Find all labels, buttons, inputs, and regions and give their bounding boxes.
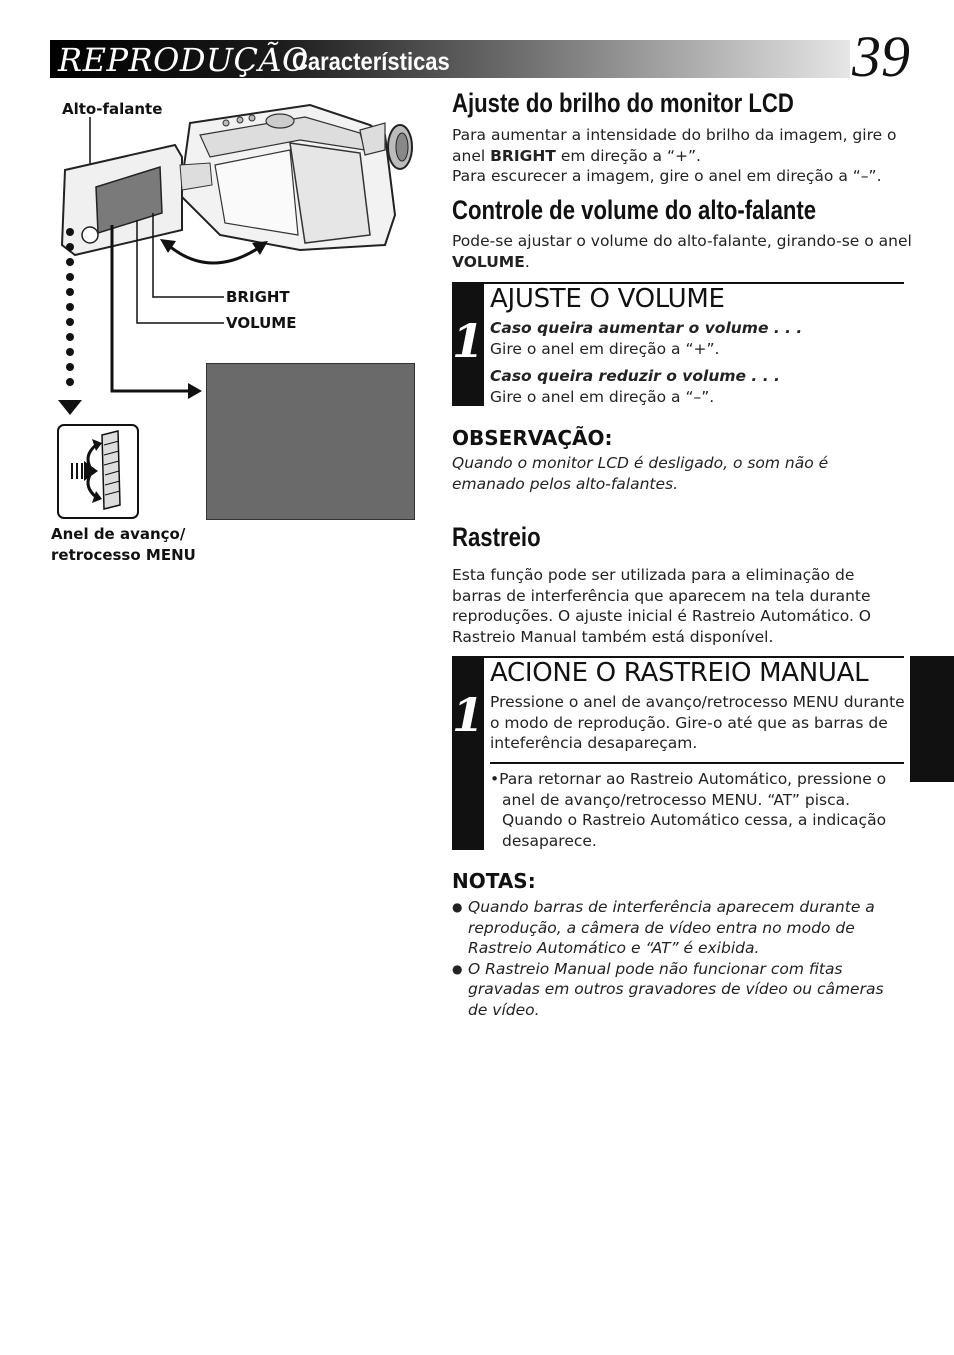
label-menu-ring: Anel de avanço/ retrocesso MENU [51, 525, 196, 564]
tracking-text: Esta função pode ser utilizada para a eliminação de barras de interferência que aparecem na tela durante reproduções. O ajuste inicial é Rastreio Automático. O Rastreio Manual também está disponível. [452, 566, 872, 646]
heading-observation: OBSERVAÇÃO: [452, 426, 613, 450]
step-number: 1 [452, 314, 485, 368]
step-volume-body: Caso queira aumentar o volume . . . Gire o anel em direção a “+”. Caso queira reduzir o volume . . . Gire o anel em direção a “–”. [490, 319, 803, 406]
heading-tracking: Rastreio [452, 522, 541, 552]
step-title-volume: AJUSTE O VOLUME [490, 284, 725, 314]
label-bright: BRIGHT [226, 288, 290, 306]
divider-line [490, 762, 904, 764]
camcorder-body-icon [180, 105, 412, 250]
heading-volume: Controle de volume do alto-falante [452, 195, 817, 225]
label-speaker: Alto-falante [62, 100, 163, 118]
side-tab [910, 656, 954, 782]
note-item: ● Quando barras de interferência aparecem durante a reprodução, a câmera de vídeo entra no modo de Rastreio Automático e “AT” é exibida. [452, 897, 904, 959]
menu-ring-icon [58, 425, 138, 518]
step-tracking-body: Pressione o anel de avanço/retrocesso MENU durante o modo de reprodução. Gire-o até que as barras de inteferência desapareçam. [490, 693, 905, 752]
brightness-text: Para aumentar a intensidade do brilho da imagem, gire o anel BRIGHT em direção a “+”. Para escurecer a imagem, gire o anel em direção a “–”. [452, 126, 897, 185]
label-volume: VOLUME [226, 314, 297, 332]
tracking-bullet: •Para retornar ao Rastreio Automático, pressione o anel de avanço/retrocesso MENU. “AT” pisca. Quando o Rastreio Automático cessa, a indicação desaparece. [490, 770, 887, 850]
section-subtitle: Características [292, 48, 450, 76]
dotted-path [58, 228, 82, 415]
heading-notes: NOTAS: [452, 869, 536, 893]
section-title: REPRODUÇÃO [58, 41, 309, 79]
page-number: 39 [852, 24, 910, 89]
step-number: 1 [452, 688, 485, 742]
observation-text: Quando o monitor LCD é desligado, o som não é emanado pelos alto-falantes. [452, 454, 829, 493]
step-title-tracking: ACIONE O RASTREIO MANUAL [490, 658, 869, 688]
volume-text: Pode-se ajustar o volume do alto-falante, girando-se o anel VOLUME. [452, 232, 912, 271]
note-item: ● O Rastreio Manual pode não funcionar com fitas gravadas em outros gravadores de vídeo ou câmeras de vídeo. [452, 959, 904, 1021]
notes-list [452, 897, 904, 1020]
heading-brightness: Ajuste do brilho do monitor LCD [452, 88, 794, 118]
playback-screen [206, 363, 415, 520]
step-marker [452, 656, 484, 850]
